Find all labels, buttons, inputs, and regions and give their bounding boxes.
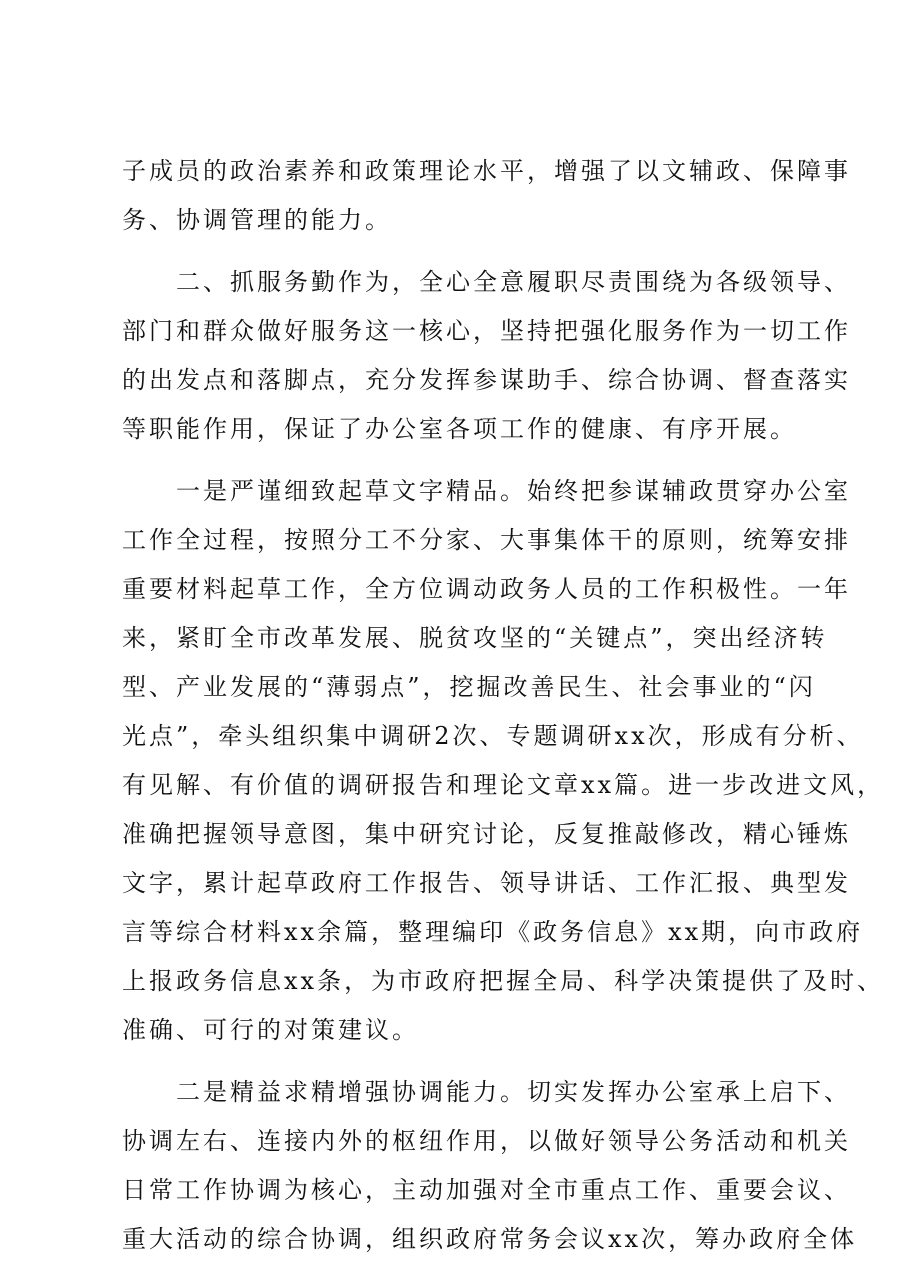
text-line: 部门和群众做好服务这一核心，坚持把强化服务作为一切工作: [122, 317, 851, 345]
text-line: 光点”，牵头组织集中调研2次、专题调研xx次，形成有分析、: [122, 722, 864, 750]
paragraph-3: [122, 473, 885, 1074]
text-line: 重大活动的综合协调，组织政府常务会议xx次，筹办政府全体: [122, 1225, 858, 1253]
text-line: 的出发点和落脚点，充分发挥参谋助手、综合协调、督查落实: [122, 366, 851, 394]
text-line: 子成员的政治素养和政策理论水平，增强了以文辅政、保障事: [122, 157, 851, 185]
text-line: 型、产业发展的“薄弱点”，挖掘改善民生、社会事业的“闪: [122, 673, 816, 701]
text-line: 工作全过程，按照分工不分家、大事集体干的原则，统筹安排: [122, 526, 851, 554]
text-line: 等职能作用，保证了办公室各项工作的健康、有序开展。: [122, 415, 797, 443]
text-line: 来，紧盯全市改革发展、脱贫攻坚的“关键点”，突出经济转: [122, 624, 828, 652]
paragraph-2: [122, 264, 851, 473]
text-line: 二是精益求精增强协调能力。切实发挥办公室承上启下、: [176, 1078, 851, 1106]
text-line: 有见解、有价值的调研报告和理论文章xx篇。进一步改进文风，: [122, 771, 885, 799]
text-line: 日常工作协调为核心，主动加强对全市重点工作、重要会议、: [122, 1176, 851, 1204]
text-line: 二、抓服务勤作为，全心全意履职尽责围绕为各级领导、: [176, 268, 851, 296]
text-line: 一是严谨细致起草文字精品。始终把参谋辅政贯穿办公室: [176, 477, 851, 505]
text-line: 准确、可行的对策建议。: [122, 1016, 419, 1044]
text-line: 上报政务信息xx条，为市政府把握全局、科学决策提供了及时、: [122, 967, 885, 995]
text-line: 协调左右、连接内外的枢纽作用，以做好领导公务活动和机关: [122, 1127, 851, 1155]
text-line: 准确把握领导意图，集中研究讨论，反复推敲修改，精心锤炼: [122, 820, 851, 848]
paragraph-1: [122, 153, 851, 264]
text-line: 务、协调管理的能力。: [122, 206, 392, 234]
text-line: 文字，累计起草政府工作报告、领导讲话、工作汇报、典型发: [122, 869, 851, 897]
document-body: [122, 153, 885, 1270]
paragraph-4: [122, 1074, 858, 1270]
text-line: 重要材料起草工作，全方位调动政务人员的工作积极性。一年: [122, 575, 851, 603]
text-line: 言等综合材料xx余篇，整理编印《政务信息》xx期，向市政府: [122, 918, 864, 946]
